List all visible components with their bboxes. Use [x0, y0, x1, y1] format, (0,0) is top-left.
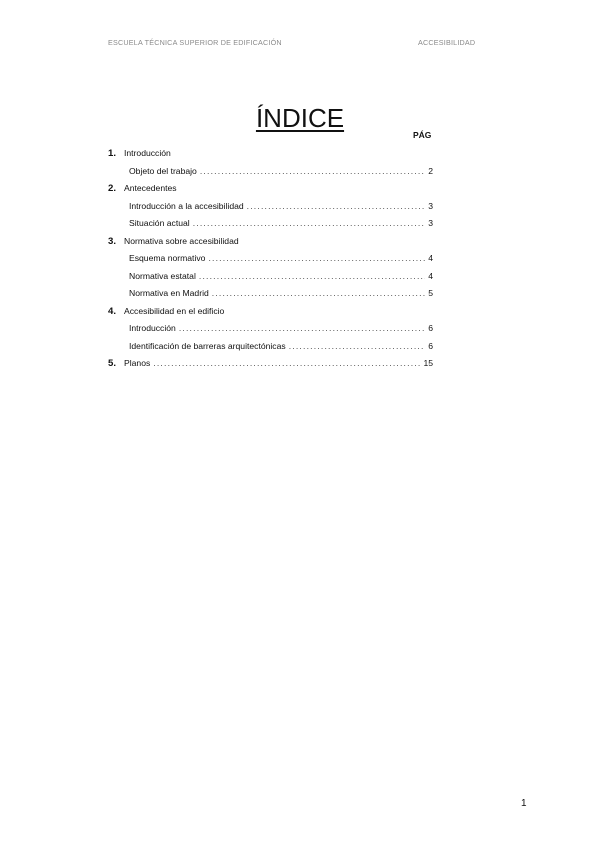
page-title: ÍNDICE	[255, 103, 345, 134]
page-column-label: PÁG	[413, 130, 432, 140]
entry-page-number: 15	[423, 358, 433, 368]
dot-leader	[179, 320, 425, 338]
toc-entry-identificacion-barreras[interactable]	[108, 338, 433, 356]
entry-label: Esquema normativo	[129, 253, 206, 263]
toc-entry-situacion-actual[interactable]	[108, 215, 433, 233]
footer-page-number: 1	[521, 798, 527, 809]
entry-page-number: 3	[428, 218, 433, 228]
section-number: 2.	[108, 183, 117, 194]
toc-section-5[interactable]	[108, 355, 433, 373]
section-title: Accesibilidad en el edificio	[124, 305, 225, 316]
entry-page-number: 6	[428, 323, 433, 333]
entry-page-number: 2	[428, 165, 433, 176]
dot-leader	[200, 163, 425, 181]
entry-page-number: 4	[428, 270, 433, 281]
dot-leader	[289, 338, 426, 356]
entry-label: Introducción	[129, 323, 176, 333]
table-of-contents	[108, 145, 433, 373]
entry-page-number: 4	[428, 253, 433, 263]
toc-entry-introduccion-accesibilidad[interactable]	[108, 198, 433, 216]
entry-label: Normativa estatal	[129, 270, 196, 281]
section-title: Antecedentes	[124, 183, 177, 193]
entry-label: Normativa en Madrid	[129, 288, 209, 298]
section-number: 5.	[108, 358, 117, 369]
toc-entry-normativa-madrid[interactable]	[108, 285, 433, 303]
entry-label: Introducción a la accesibilidad	[129, 200, 244, 211]
entry-page-number: 3	[428, 200, 433, 211]
toc-section-3	[108, 233, 433, 251]
dot-leader	[247, 198, 426, 216]
header-document-subject: ACCESIBILIDAD	[418, 38, 476, 47]
toc-section-4	[108, 303, 433, 321]
toc-section-1	[108, 145, 433, 163]
section-number: 4.	[108, 305, 117, 317]
dot-leader	[212, 285, 425, 303]
entry-label: Objeto del trabajo	[129, 165, 197, 176]
dot-leader	[208, 250, 425, 268]
header-school-name: ESCUELA TÉCNICA SUPERIOR DE EDIFICACIÓN	[108, 38, 282, 47]
entry-page-number: 6	[428, 340, 433, 351]
dot-leader	[153, 355, 420, 373]
dot-leader	[193, 215, 426, 233]
entry-label: Situación actual	[129, 218, 190, 228]
section-number: 1.	[108, 148, 117, 159]
section-number: 3.	[108, 235, 117, 247]
toc-section-2	[108, 180, 433, 198]
toc-entry-introduccion[interactable]	[108, 320, 433, 338]
section-title: Planos	[124, 358, 151, 368]
toc-entry-normativa-estatal[interactable]	[108, 268, 433, 286]
entry-label: Identificación de barreras arquitectónicas	[129, 340, 286, 351]
toc-entry-esquema-normativo[interactable]	[108, 250, 433, 268]
dot-leader	[199, 268, 425, 286]
toc-entry-objeto-del-trabajo[interactable]	[108, 163, 433, 181]
section-title: Introducción	[124, 148, 171, 158]
entry-page-number: 5	[428, 288, 433, 298]
section-title: Normativa sobre accesibilidad	[124, 235, 239, 246]
